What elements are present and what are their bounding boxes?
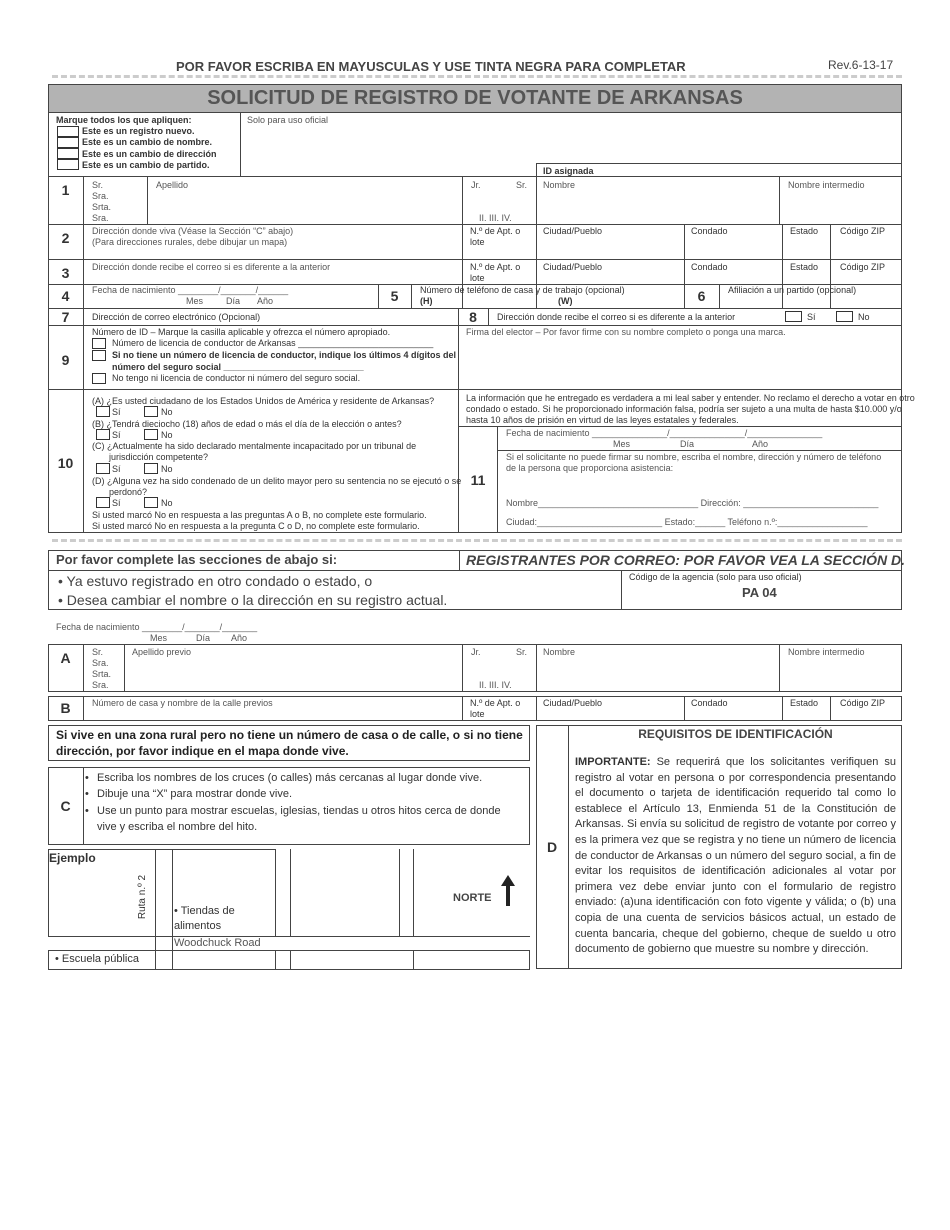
residence-address-input[interactable]	[84, 248, 462, 258]
disqualify-note-cd: Si usted marcó No en respuesta a la pregunta C o D, no complete este formulario.	[92, 521, 420, 531]
divider	[462, 644, 463, 692]
divider	[536, 163, 537, 177]
bullet-dot: •	[85, 772, 89, 784]
section-number-4: 4	[61, 288, 70, 304]
section-letter-c: C	[60, 798, 71, 814]
title-sr: Sr.	[92, 647, 104, 657]
divider	[48, 224, 902, 225]
divider	[568, 725, 569, 969]
question-d: (D) ¿Alguna vez ha sido condenado de un delito mayor pero su sentencia no se ejecutó o se	[92, 476, 462, 486]
month-label: Mes	[150, 633, 168, 643]
marque-label: Marque todos los que apliquen:	[56, 115, 192, 125]
qd-no-checkbox[interactable]	[144, 497, 158, 508]
divider	[48, 176, 902, 177]
zip-label: Código ZIP	[840, 698, 886, 708]
divider	[83, 767, 84, 845]
qc-yes-checkbox[interactable]	[96, 463, 110, 474]
year-label: Año	[257, 296, 274, 306]
party-change-label: Este es un cambio de partido.	[82, 160, 210, 170]
assigned-id-label: ID asignada	[543, 166, 594, 176]
dashed-separator	[52, 539, 902, 542]
woodchuck-road-label: Woodchuck Road	[174, 937, 261, 949]
previous-middle-name-label: Nombre intermedio	[788, 647, 865, 657]
county-label: Condado	[691, 262, 728, 272]
zip-label: Código ZIP	[840, 262, 886, 272]
ssn-number-label: número del seguro social ____________________________	[112, 362, 364, 372]
divider	[462, 696, 463, 721]
bullet-dot: •	[85, 805, 89, 817]
birth-date-label: Fecha de nacimiento ________/_______/______	[92, 285, 289, 295]
apt-label: N.º de Apt. o lote	[470, 262, 521, 283]
previous-last-name-label: Apellido previo	[132, 647, 192, 657]
dashed-separator	[52, 75, 902, 78]
divider	[782, 696, 783, 721]
address-change-label: Este es un cambio de dirección	[82, 149, 217, 159]
bullet-change-name-address: • Desea cambiar el nombre o la dirección en su registro actual.	[58, 592, 448, 608]
divider	[83, 696, 84, 721]
divider	[497, 426, 498, 533]
divider	[240, 112, 241, 176]
divider	[684, 696, 685, 721]
divider	[172, 849, 173, 970]
revision-label: Rev.6-13-17	[828, 58, 894, 72]
section-number-6: 6	[697, 288, 706, 304]
month-label: Mes	[186, 296, 204, 306]
qa-no-checkbox[interactable]	[144, 406, 158, 417]
previous-last-name-input[interactable]	[125, 658, 462, 691]
no-label: No	[161, 430, 173, 440]
oath-line-3: hasta 10 años de prisión en virtud de las leyes estatales y federales.	[466, 415, 739, 425]
north-arrow-icon	[500, 875, 516, 907]
section-letter-a: A	[60, 650, 71, 666]
bullet-dot: •	[85, 788, 89, 800]
complete-sections-heading: Por favor complete las secciones de abajo si:	[56, 552, 338, 567]
divider	[413, 950, 414, 970]
new-registration-checkbox[interactable]	[57, 126, 79, 137]
yes-label: Sí	[112, 498, 121, 508]
bullet-prior-registration: • Ya estuvo registrado en otro condado o estado, o	[58, 573, 373, 589]
title-sra: Sra.	[92, 680, 109, 690]
title-sra: Sra.	[92, 213, 109, 223]
id-requirements-title: REQUISITOS DE IDENTIFICACIÓN	[638, 727, 833, 741]
yes-label: Sí	[807, 312, 816, 322]
question-a: (A) ¿Es usted ciudadano de los Estados Unidos de América y residente de Arkansas?	[92, 396, 435, 406]
divider	[155, 849, 156, 970]
assistant-instruction: Si el solicitante no puede firmar su nombre, escriba el nombre, dirección y número de teléfono	[506, 452, 882, 462]
month-label: Mes	[613, 439, 631, 449]
mailing-diff-no-checkbox[interactable]	[836, 311, 853, 322]
yes-label: Sí	[112, 407, 121, 417]
mailing-diff-label: Dirección donde recibe el correo si es diferente a la anterior	[497, 312, 736, 322]
county-label: Condado	[691, 698, 728, 708]
no-label: No	[161, 464, 173, 474]
middle-name-input[interactable]	[780, 190, 901, 223]
apt-label: N.º de Apt. o lote	[470, 226, 521, 247]
title-sr: Sr.	[92, 180, 104, 190]
section-number-7: 7	[61, 309, 70, 325]
drivers-license-label: Número de licencia de conductor de Arkansas ___________________________	[112, 338, 434, 348]
question-c-cont: jurisdicción competente?	[109, 452, 209, 462]
new-registration-label: Este es un registro nuevo.	[82, 126, 195, 136]
official-use-label: Solo para uso oficial	[247, 115, 329, 125]
question-d-cont: perdonó?	[109, 487, 148, 497]
divider	[48, 950, 530, 951]
first-name-input[interactable]	[537, 190, 779, 223]
divider	[459, 426, 902, 427]
name-change-label: Este es un cambio de nombre.	[82, 137, 213, 147]
divider	[275, 950, 276, 970]
rural-map-note: (Para direcciones rurales, debe dibujar un mapa)	[92, 237, 288, 247]
title-srta: Srta.	[92, 202, 112, 212]
ssn-label: Si no tiene un número de licencia de conductor, indique los últimos 4 dígitos del	[112, 350, 457, 360]
previous-first-name-label: Nombre	[543, 647, 576, 657]
title-sra: Sra.	[92, 658, 109, 668]
disqualify-note-ab: Si usted marcó No en respuesta a las preguntas A o B, no complete este formulario.	[92, 510, 427, 520]
ssn-checkbox[interactable]	[92, 350, 106, 361]
city-label: Ciudad/Pueblo	[543, 698, 603, 708]
divider	[830, 696, 831, 721]
mailing-diff-yes-checkbox[interactable]	[785, 311, 802, 322]
phone-label: Número de teléfono de casa y de trabajo (opcional)	[420, 285, 625, 295]
map-instruction-3: Use un punto para mostrar escuelas, iglesias, tiendas u otros hitos cerca de donde vive y escriba el nombre del hito.	[97, 805, 501, 833]
important-label: IMPORTANTE:	[575, 756, 651, 768]
divider	[621, 570, 622, 610]
qb-no-checkbox[interactable]	[144, 429, 158, 440]
party-label: Afiliación a un partido (opcional)	[728, 285, 857, 295]
mailing-address-input[interactable]	[84, 273, 462, 283]
no-id-label: No tengo ni licencia de conductor ni número del seguro social.	[112, 373, 361, 383]
city-label: Ciudad/Pueblo	[543, 262, 603, 272]
work-phone-label: (W)	[558, 296, 573, 306]
last-name-input[interactable]	[148, 190, 462, 223]
section-number-10: 10	[57, 455, 74, 471]
no-id-checkbox[interactable]	[92, 373, 106, 384]
map-instruction-2: Dibuje una “X” para mostrar donde vive.	[97, 788, 293, 800]
route-label: Ruta n.º 2	[137, 874, 148, 920]
divider	[536, 163, 902, 164]
section-number-8: 8	[469, 309, 477, 325]
assistant-birth-date: Fecha de nacimiento _______________/_______________/_______________	[506, 428, 823, 438]
divider	[48, 969, 530, 970]
state-label: Estado	[790, 226, 819, 236]
divider	[411, 284, 412, 308]
section-number-1: 1	[61, 182, 70, 198]
divider	[48, 936, 530, 937]
section-letter-d: D	[546, 839, 558, 855]
id-number-intro: Número de ID – Marque la casilla aplicable y ofrezca el número apropiado.	[92, 327, 391, 337]
suffix-jr: Jr.	[471, 647, 481, 657]
divider	[529, 950, 530, 970]
section-number-5: 5	[390, 288, 399, 304]
residence-address-label: Dirección donde viva (Véase la Sección “C” abajo)	[92, 226, 294, 236]
map-instruction-1: Escriba los nombres de los cruces (o calles) más cercanas al lugar donde vive.	[97, 772, 483, 784]
divider	[497, 450, 902, 451]
divider	[536, 696, 537, 721]
zip-label: Código ZIP	[840, 226, 886, 236]
divider	[48, 389, 902, 390]
divider	[779, 644, 780, 692]
county-label: Condado	[691, 226, 728, 236]
divider	[48, 259, 902, 260]
apt-label: N.º de Apt. o lote	[470, 698, 521, 719]
section-number-9: 9	[61, 352, 70, 368]
address-change-checkbox[interactable]	[57, 148, 79, 159]
rural-address-note: Si vive en una zona rural pero no tiene un número de casa o de calle, o si no tiene dirección, por favor indique en el mapa donde vive.	[56, 728, 523, 758]
no-label: No	[161, 498, 173, 508]
day-label: Día	[680, 439, 695, 449]
home-phone-label: (H)	[420, 296, 433, 306]
middle-name-label: Nombre intermedio	[788, 180, 865, 190]
first-name-label: Nombre	[543, 180, 576, 190]
state-label: Estado	[790, 698, 819, 708]
no-label: No	[161, 407, 173, 417]
qd-yes-checkbox[interactable]	[96, 497, 110, 508]
id-requirements-text: Se requerirá que los solicitantes verifiquen su registro al votar en persona o por correspondencia presentando el documento o tarjeta de identificación requerido tal como lo establece el Artículo 13, Enmienda 51 de la Constitución de Arkansas. Si envía su solicitud de registro de votante por correo y es la primera vez que se registra y no tiene un número de licencia de conductor de Arkansas o un número del seguro social, a fin de evitar los requisitos de identificación adicionales al votar por primera vez debe enviar junto con el formulario de registro enviado: (a)una identificación con foto vigente y válida; o (b) una copia de una cuenta de servicios básicos actual, un estado de cuenta bancaria, cheque del gobierno, cheque de sueldo u otro documento de gobierno que muestre su nombre y dirección.	[575, 756, 897, 956]
section-number-11: 11	[470, 472, 486, 488]
divider	[290, 849, 291, 936]
divider	[48, 849, 276, 850]
state-label: Estado	[790, 262, 819, 272]
north-label: NORTE	[453, 892, 492, 904]
question-b: (B) ¿Tendrá dieciocho (18) años de edad o más el día de la elección o antes?	[92, 419, 402, 429]
assistant-name-address: Nombre________________________________ Dirección: ___________________________	[506, 498, 879, 508]
question-c: (C) ¿Actualmente ha sido declarado mentalmente incapacitado por un tribunal de	[92, 441, 417, 451]
day-label: Día	[196, 633, 211, 643]
yes-label: Sí	[112, 464, 121, 474]
public-school-landmark: • Escuela pública	[55, 953, 139, 965]
yes-label: Sí	[112, 430, 121, 440]
no-label: No	[858, 312, 870, 322]
day-label: Día	[226, 296, 241, 306]
divider	[719, 284, 720, 308]
suffix-roman: II. III. IV.	[479, 680, 512, 690]
agency-code-label: Código de la agencia (solo para uso oficial)	[629, 572, 802, 582]
assistant-instruction-cont: de la persona que proporciona asistencia:	[506, 463, 674, 473]
divider	[459, 550, 460, 570]
suffix-roman: II. III. IV.	[479, 213, 512, 223]
year-label: Año	[752, 439, 769, 449]
suffix-jr: Jr.	[471, 180, 481, 190]
signature-label: Firma del elector – Por favor firme con su nombre completo o ponga una marca.	[466, 327, 786, 337]
drivers-license-checkbox[interactable]	[92, 338, 106, 349]
last-name-label: Apellido	[156, 180, 189, 190]
qc-no-checkbox[interactable]	[144, 463, 158, 474]
oath-line-1: La información que he entregado es verdadera a mi leal saber y entender. No reclamo el derecho a votar en otro	[466, 393, 915, 403]
suffix-sr: Sr.	[516, 180, 528, 190]
section-letter-b: B	[60, 700, 71, 716]
divider	[290, 950, 291, 970]
qb-yes-checkbox[interactable]	[96, 429, 110, 440]
previous-address-label: Número de casa y nombre de la calle previos	[92, 698, 273, 708]
mail-registrants-heading: REGISTRANTES POR CORREO: POR FAVOR VEA LA SECCIÓN D.	[466, 552, 905, 568]
email-label: Dirección de correo electrónico (Opcional)	[92, 312, 261, 322]
divider	[48, 325, 902, 326]
title-srta: Srta.	[92, 669, 112, 679]
party-change-checkbox[interactable]	[57, 159, 79, 170]
divider	[275, 849, 276, 936]
signature-field[interactable]	[459, 340, 901, 388]
divider	[488, 308, 489, 325]
section-number-3: 3	[61, 265, 70, 281]
section-number-2: 2	[61, 230, 70, 246]
city-label: Ciudad/Pueblo	[543, 226, 603, 236]
divider	[48, 570, 902, 571]
oath-line-2: condado o estado. Si he proporcionado información falsa, podría ser sujeto a una multa de hasta $10.000 y/o	[466, 404, 902, 414]
example-label: Ejemplo	[49, 851, 96, 865]
qa-yes-checkbox[interactable]	[96, 406, 110, 417]
divider	[536, 644, 537, 692]
divider	[462, 176, 463, 224]
divider	[413, 849, 414, 936]
divider	[399, 849, 400, 936]
id-requirements-body	[575, 755, 896, 958]
assistant-city-state-phone: Ciudad:_________________________ Estado:______ Teléfono n.º:__________________	[506, 517, 868, 527]
previous-birth-date: Fecha de nacimiento ________/_______/_______	[56, 622, 258, 632]
divider	[48, 950, 49, 970]
mailing-address-label: Dirección donde recibe el correo si es diferente a la anterior	[92, 262, 331, 272]
name-change-checkbox[interactable]	[57, 137, 79, 148]
grocery-store-landmark: • Tiendas de alimentos	[174, 905, 235, 932]
agency-code-value: PA 04	[742, 585, 777, 600]
form-instruction: POR FAVOR ESCRIBA EN MAYUSCULAS Y USE TINTA NEGRA PARA COMPLETAR	[176, 59, 686, 74]
divider	[83, 644, 84, 692]
year-label: Año	[231, 633, 248, 643]
suffix-sr: Sr.	[516, 647, 528, 657]
title-sra: Sra.	[92, 191, 109, 201]
divider	[83, 176, 84, 533]
form-title: SOLICITUD DE REGISTRO DE VOTANTE DE ARKANSAS	[207, 87, 743, 109]
